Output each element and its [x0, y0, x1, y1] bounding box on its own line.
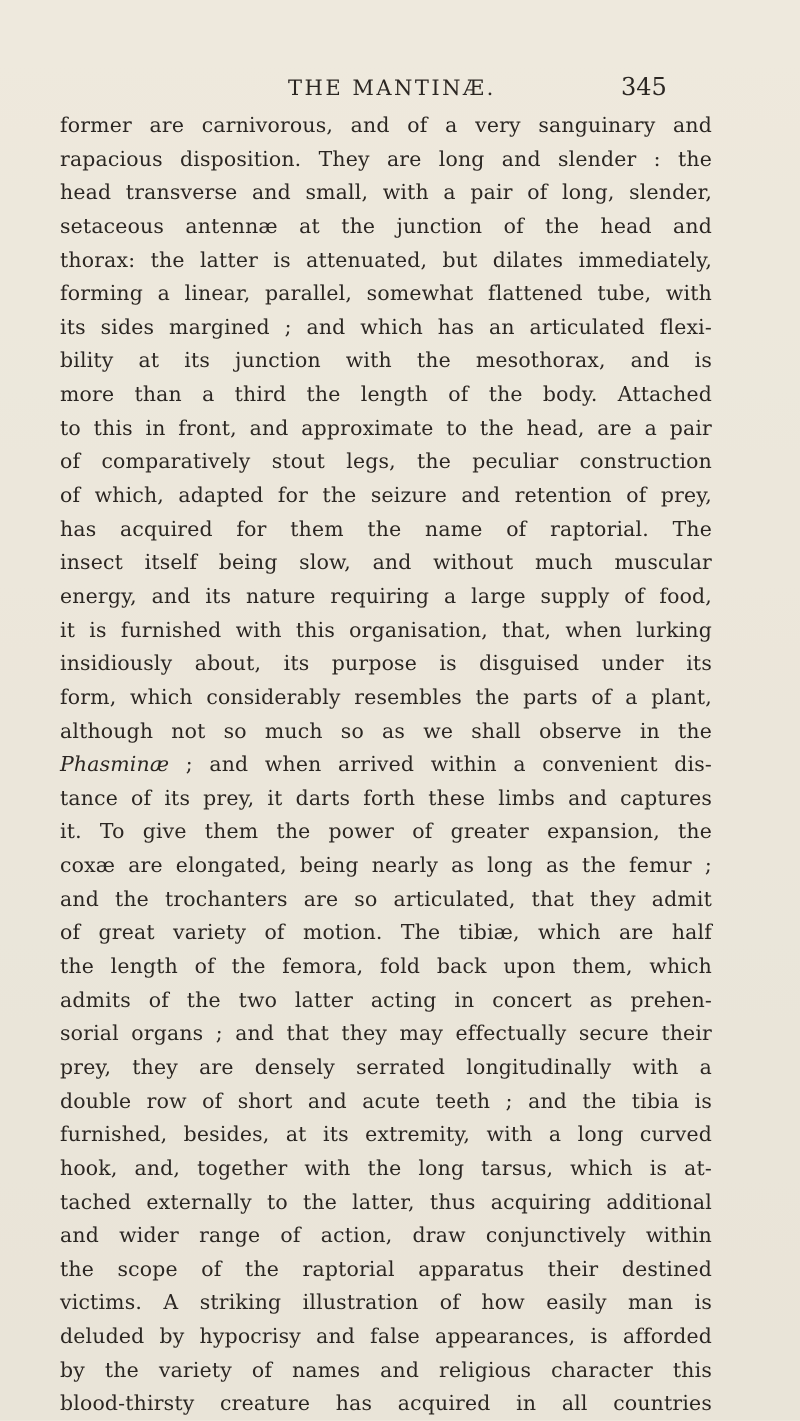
text-line: of which, adapted for the seizure and retention of prey, [60, 483, 712, 508]
text-line: admits of the two latter acting in concert as prehen- [60, 987, 712, 1012]
text-line: blood-thirsty creature has acquired in all countries [60, 1391, 712, 1416]
text-line: form, which considerably resembles the parts of a plant, [60, 684, 712, 709]
text-line: the length of the femora, fold back upon them, which [60, 954, 712, 979]
text-line: the scope of the raptorial apparatus their destined [60, 1256, 712, 1281]
text-line: head transverse and small, with a pair of long, slender, [60, 180, 712, 205]
text-line: has acquired for them the name of raptorial. The [60, 516, 712, 541]
text-line: double row of short and acute teeth ; and the tibia is [60, 1088, 712, 1113]
running-title: THE MANTINÆ. [288, 76, 496, 100]
text-line: and wider range of action, draw conjunctively within [60, 1223, 712, 1248]
text-line: it is furnished with this organisation, that, when lurking [60, 617, 712, 642]
text-line: hook, and, together with the long tarsus, which is at- [60, 1155, 712, 1180]
text-line: and the trochanters are so articulated, that they admit [60, 886, 712, 911]
page-number: 345 [621, 73, 667, 101]
text-line: tached externally to the latter, thus acquiring additional [60, 1189, 712, 1214]
italic-term: Phasminæ [60, 752, 170, 777]
text-line: former are carnivorous, and of a very sanguinary and [60, 113, 712, 137]
text-line: sorial organs ; and that they may effectually secure their [60, 1021, 712, 1046]
text-line: insidiously about, its purpose is disguised under its [60, 651, 712, 676]
body-text [60, 109, 712, 1421]
text-line: Phasminæ ; and when arrived within a convenient dis- [60, 752, 712, 777]
text-line: by the variety of names and religious character this [60, 1357, 712, 1382]
text-line: to this in front, and approximate to the head, are a pair [60, 415, 712, 440]
text-line: of comparatively stout legs, the peculiar construction [60, 449, 712, 474]
text-line: victims. A striking illustration of how easily man is [60, 1290, 712, 1315]
text-line: prey, they are densely serrated longitudinally with a [60, 1054, 712, 1079]
text-line: furnished, besides, at its extremity, with a long curved [60, 1122, 712, 1147]
running-head [0, 73, 800, 106]
text-line: forming a linear, parallel, somewhat flattened tube, with [60, 281, 712, 306]
text-line: more than a third the length of the body. Attached [60, 382, 712, 407]
text-line: thorax: the latter is attenuated, but dilates immediately, [60, 247, 712, 272]
text-line: rapacious disposition. They are long and slender : the [60, 146, 712, 171]
text-line: it. To give them the power of greater expansion, the [60, 819, 712, 844]
text-line: coxæ are elongated, being nearly as long as the femur ; [60, 853, 712, 878]
text-line: setaceous antennæ at the junction of the head and [60, 213, 712, 238]
text-line: deluded by hypocrisy and false appearances, is afforded [60, 1324, 712, 1349]
text-line: its sides margined ; and which has an articulated flexi- [60, 314, 712, 339]
text-line: of great variety of motion. The tibiæ, which are half [60, 920, 712, 945]
text-line: bility at its junction with the mesothorax, and is [60, 348, 712, 373]
text-line: although not so much so as we shall observe in the [60, 718, 712, 743]
text-line: insect itself being slow, and without much muscular [60, 550, 712, 575]
text-line: energy, and its nature requiring a large supply of food, [60, 583, 712, 608]
text-line: tance of its prey, it darts forth these limbs and captures [60, 785, 712, 810]
